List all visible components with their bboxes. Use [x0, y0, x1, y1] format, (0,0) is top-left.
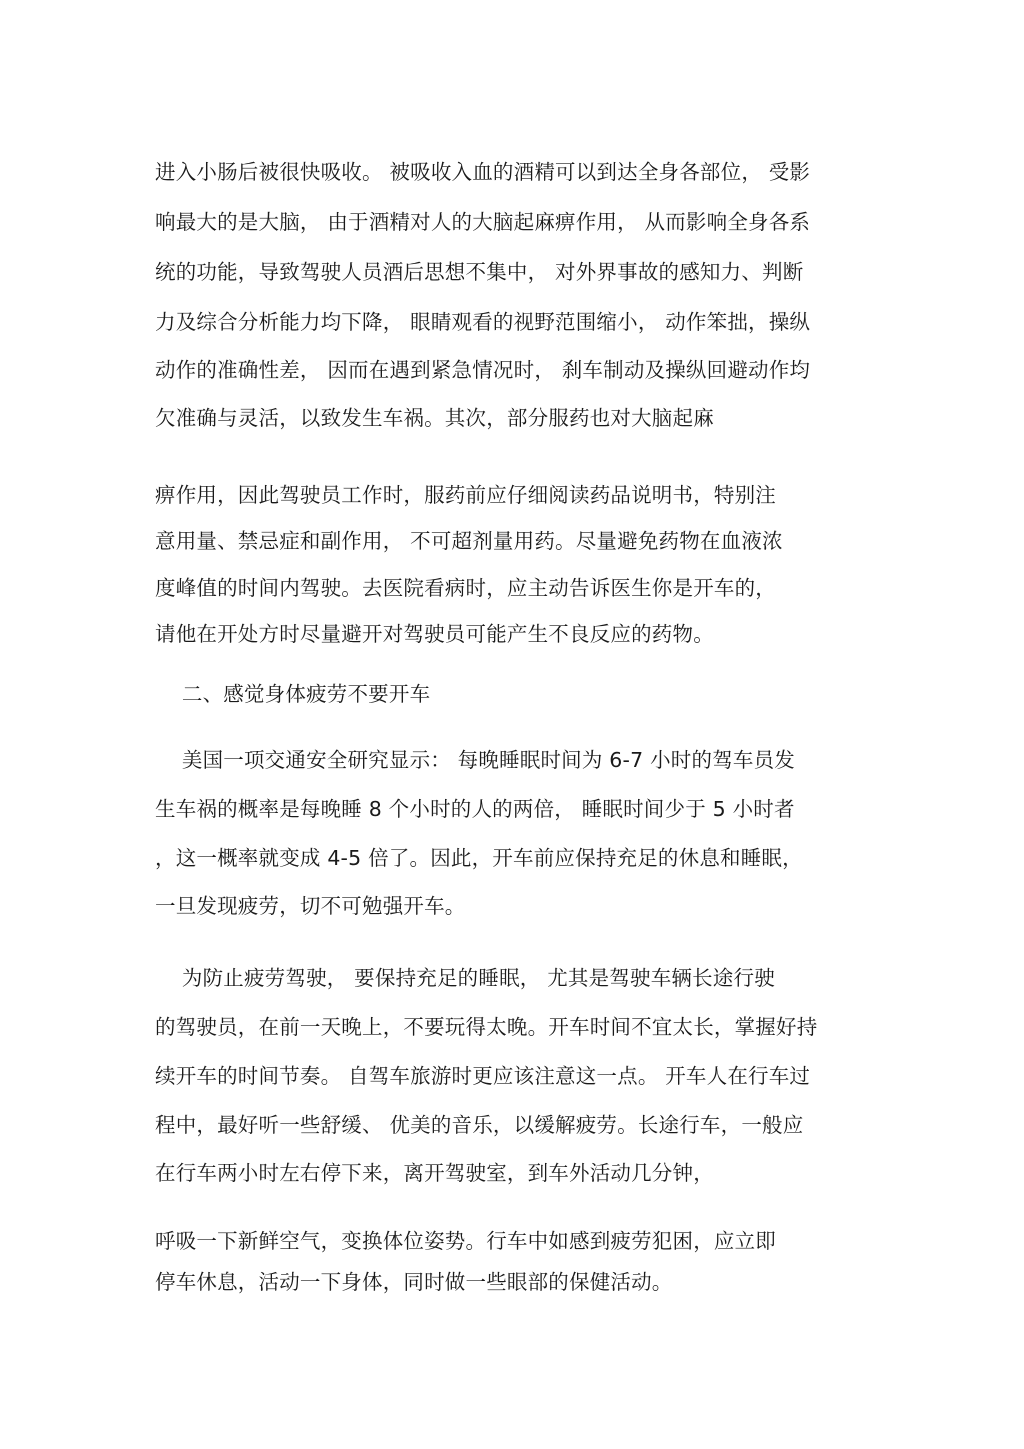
section-heading: 二、感觉身体疲劳不要开车	[155, 682, 431, 706]
paragraph-line: 停车休息，活动一下身体，同时做一些眼部的保健活动。	[155, 1270, 673, 1294]
paragraph-line: 动作的准确性差， 因而在遇到紧急情况时， 刹车制动及操纵回避动作均	[155, 358, 811, 382]
paragraph-line: 意用量、禁忌症和副作用， 不可超剂量用药。尽量避免药物在血液浓	[155, 529, 783, 553]
paragraph-line: 欠准确与灵活，以致发生车祸。其次，部分服药也对大脑起麻	[155, 406, 714, 430]
paragraph-line: 响最大的是大脑， 由于酒精对人的大脑起麻痹作用， 从而影响全身各系	[155, 210, 811, 234]
paragraph-line: 程中，最好听一些舒缓、 优美的音乐，以缓解疲劳。长途行车，一般应	[155, 1113, 804, 1137]
paragraph-line: 续开车的时间节奏。 自驾车旅游时更应该注意这一点。 开车人在行车过	[155, 1064, 811, 1088]
paragraph-line: 生车祸的概率是每晚睡 8 个小时的人的两倍， 睡眠时间少于 5 小时者	[155, 797, 795, 821]
paragraph-line: 进入小肠后被很快吸收。 被吸收入血的酒精可以到达全身各部位， 受影	[155, 160, 811, 184]
paragraph-line: 度峰值的时间内驾驶。去医院看病时，应主动告诉医生你是开车的，	[155, 576, 776, 600]
paragraph-line: 统的功能，导致驾驶人员酒后思想不集中， 对外界事故的感知力、判断	[155, 260, 804, 284]
paragraph-line: 一旦发现疲劳，切不可勉强开车。	[155, 894, 466, 918]
paragraph-line: 痹作用，因此驾驶员工作时，服药前应仔细阅读药品说明书，特别注	[155, 483, 776, 507]
paragraph-line: 美国一项交通安全研究显示： 每晚睡眠时间为 6-7 小时的驾车员发	[155, 748, 795, 772]
paragraph-line: 呼吸一下新鲜空气，变换体位姿势。行车中如感到疲劳犯困，应立即	[155, 1229, 776, 1253]
paragraph-line: 为防止疲劳驾驶， 要保持充足的睡眠， 尤其是驾驶车辆长途行驶	[155, 966, 775, 990]
paragraph-line: 在行车两小时左右停下来，离开驾驶室，到车外活动几分钟，	[155, 1161, 714, 1185]
paragraph-line: 的驾驶员，在前一天晚上，不要玩得太晚。开车时间不宜太长，掌握好持	[155, 1015, 818, 1039]
paragraph-line: 力及综合分析能力均下降， 眼睛观看的视野范围缩小， 动作笨拙，操纵	[155, 310, 811, 334]
paragraph-line: ，这一概率就变成 4-5 倍了。因此，开车前应保持充足的休息和睡眠，	[155, 846, 803, 870]
paragraph-line: 请他在开处方时尽量避开对驾驶员可能产生不良反应的药物。	[155, 622, 714, 646]
